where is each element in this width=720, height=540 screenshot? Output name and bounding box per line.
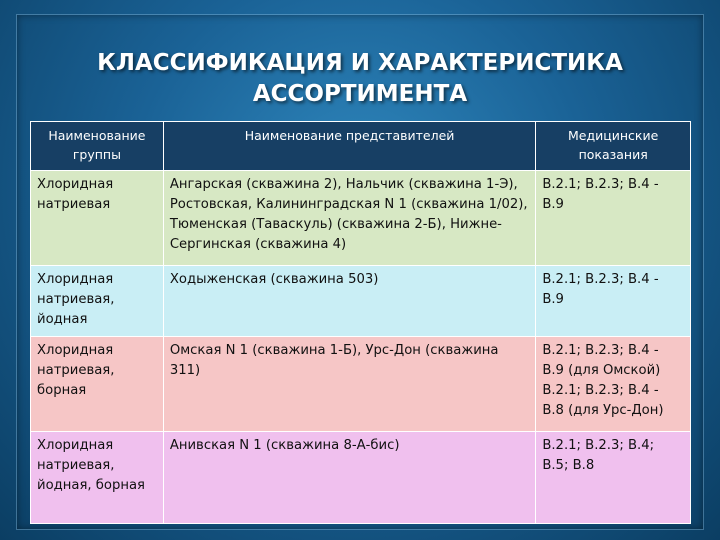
cell-indications: B.2.1; B.2.3; B.4 - B.9 (536, 171, 691, 266)
cell-indications: B.2.1; B.2.3; B.4; B.5; B.8 (536, 432, 691, 524)
cell-representatives: Ангарская (скважина 2), Нальчик (скважина 1-Э), Ростовская, Калининградская N 1 (скважина 1/02), Тюменская (Таваскуль) (скважина 2-Б), Нижне-Сергинская (скважина 4) (163, 171, 535, 266)
cell-indications: B.2.1; B.2.3; B.4 - B.9 (536, 266, 691, 337)
table-row (31, 171, 691, 266)
slide-title (60, 48, 660, 110)
header-representatives: Наименование представителей (163, 122, 535, 171)
table-header-row (31, 122, 691, 171)
assortment-table (30, 121, 691, 524)
cell-group: Хлоридная натриевая (31, 171, 164, 266)
cell-representatives: Омская N 1 (скважина 1-Б), Урс-Дон (скважина 311) (163, 337, 535, 432)
cell-group: Хлоридная натриевая, йодная, борная (31, 432, 164, 524)
table-row (31, 266, 691, 337)
cell-group: Хлоридная натриевая, йодная (31, 266, 164, 337)
cell-representatives: Ходыженская (скважина 503) (163, 266, 535, 337)
header-group: Наименование группы (31, 122, 164, 171)
table-row (31, 432, 691, 524)
header-indications: Медицинские показания (536, 122, 691, 171)
title-line-1: КЛАССИФИКАЦИЯ И ХАРАКТЕРИСТИКА (97, 50, 623, 76)
table-row (31, 337, 691, 432)
cell-indications: B.2.1; B.2.3; B.4 - B.9 (для Омской) B.2.1; B.2.3; B.4 - B.8 (для Урс-Дон) (536, 337, 691, 432)
title-line-2: АССОРТИМЕНТА (252, 81, 468, 107)
cell-group: Хлоридная натриевая, борная (31, 337, 164, 432)
cell-representatives: Анивская N 1 (скважина 8-А-бис) (163, 432, 535, 524)
